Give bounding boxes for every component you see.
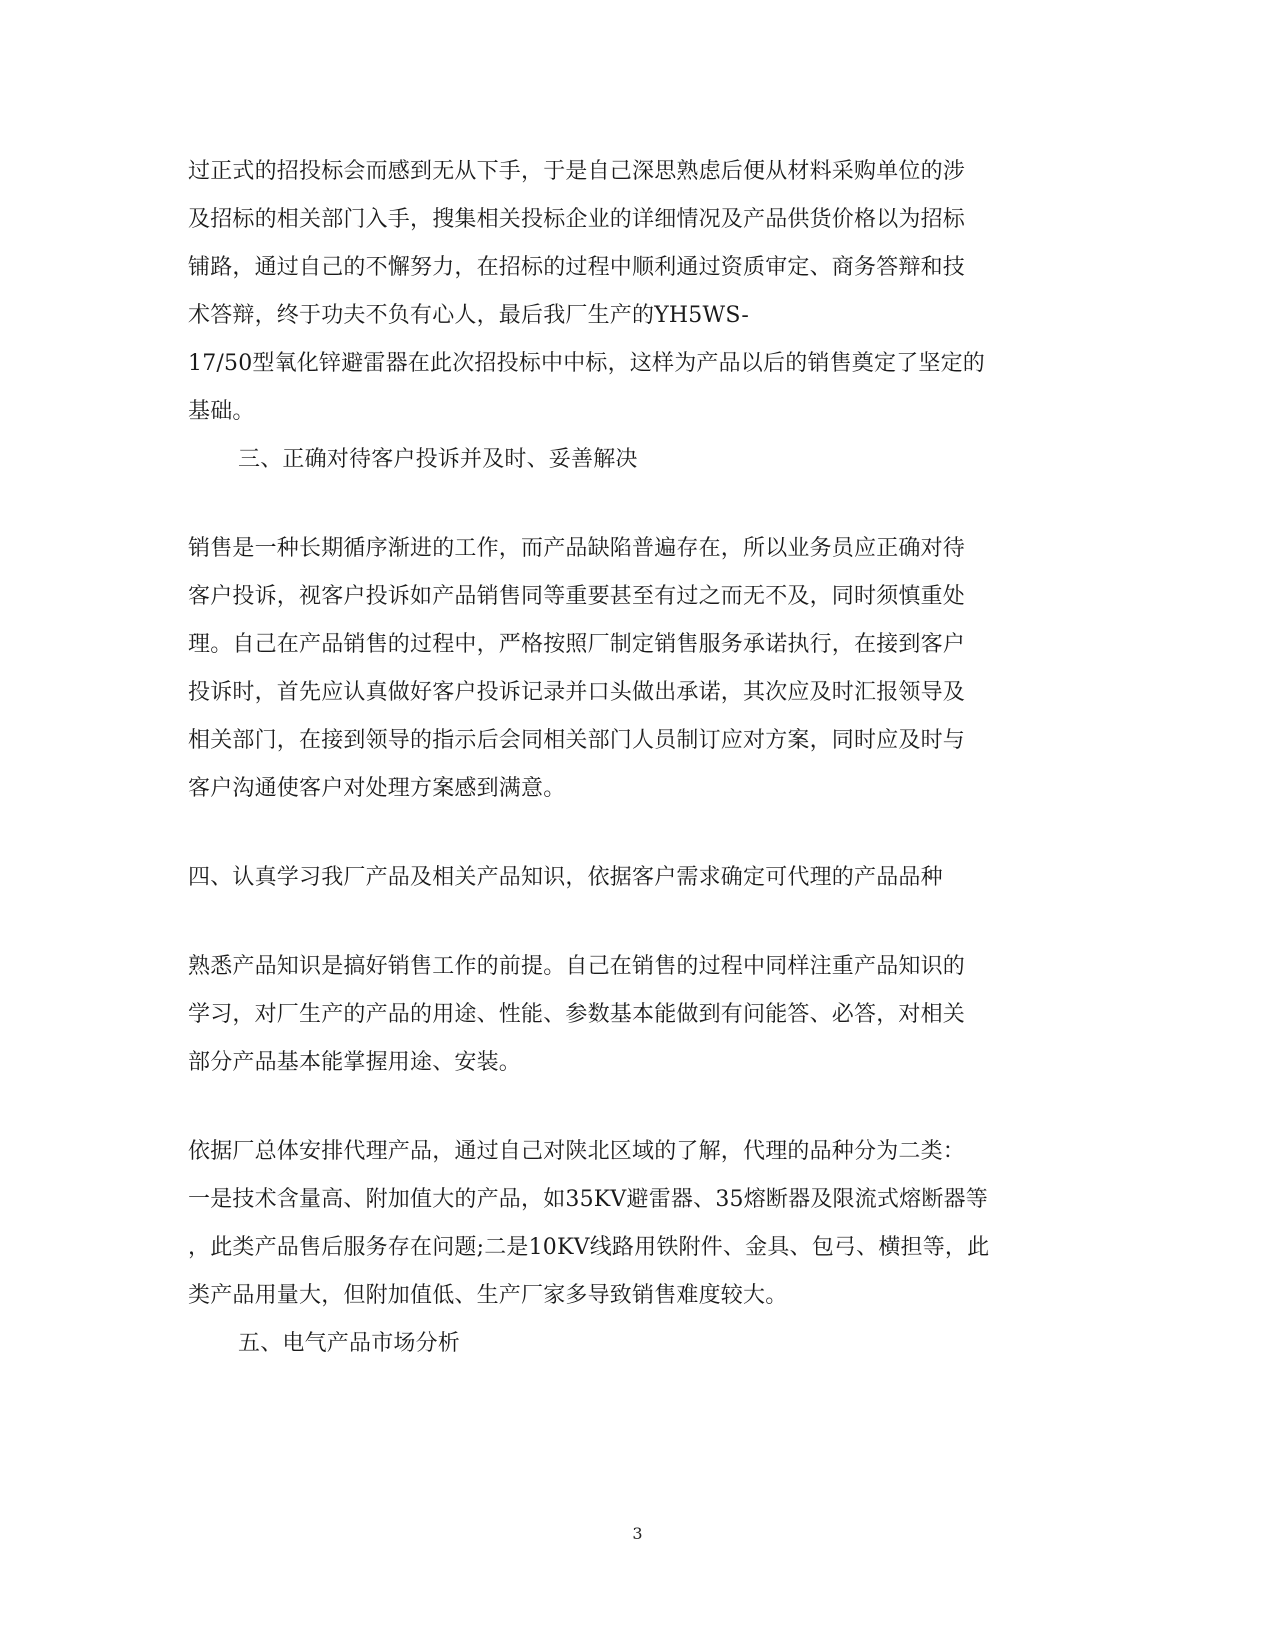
body-text-line: 基础。 <box>188 399 255 424</box>
body-text-line: 铺路，通过自己的不懈努力，在招标的过程中顺利通过资质审定、商务答辩和技 <box>188 255 966 280</box>
body-text-line: 过正式的招投标会而感到无从下手，于是自己深思熟虑后便从材料采购单位的涉 <box>188 159 966 184</box>
section-heading: 四、认真学习我厂产品及相关产品知识，依据客户需求确定可代理的产品品种 <box>188 865 943 890</box>
section-heading: 五、电气产品市场分析 <box>238 1331 461 1356</box>
body-text-line: 17/50型氧化锌避雷器在此次招投标中中标，这样为产品以后的销售奠定了坚定的 <box>188 351 986 376</box>
body-text-line: 依据厂总体安排代理产品，通过自己对陕北区域的了解，代理的品种分为二类： <box>188 1139 966 1164</box>
body-text-line: ，此类产品售后服务存在问题;二是10KV线路用铁附件、金具、包弓、横担等，此 <box>188 1235 990 1260</box>
body-text-line: 一是技术含量高、附加值大的产品，如35KV避雷器、35熔断器及限流式熔断器等 <box>188 1187 988 1212</box>
body-text-line: 相关部门，在接到领导的指示后会同相关部门人员制订应对方案，同时应及时与 <box>188 728 966 753</box>
page-number: 3 <box>632 1524 643 1543</box>
body-text-line: 熟悉产品知识是搞好销售工作的前提。自己在销售的过程中同样注重产品知识的 <box>188 954 966 979</box>
body-text-line: 及招标的相关部门入手，搜集相关投标企业的详细情况及产品供货价格以为招标 <box>188 207 966 232</box>
body-text-line: 销售是一种长期循序渐进的工作，而产品缺陷普遍存在，所以业务员应正确对待 <box>188 536 966 561</box>
body-text-line: 投诉时，首先应认真做好客户投诉记录并口头做出承诺，其次应及时汇报领导及 <box>188 680 966 705</box>
body-text-line: 客户投诉，视客户投诉如产品销售同等重要甚至有过之而无不及，同时须慎重处 <box>188 584 966 609</box>
body-text-line: 学习，对厂生产的产品的用途、性能、参数基本能做到有问能答、必答，对相关 <box>188 1002 966 1027</box>
body-text-line: 类产品用量大，但附加值低、生产厂家多导致销售难度较大。 <box>188 1283 788 1308</box>
body-text-line: 客户沟通使客户对处理方案感到满意。 <box>188 776 566 801</box>
body-text-line: 术答辩，终于功夫不负有心人，最后我厂生产的YH5WS- <box>188 303 750 328</box>
body-text-line: 部分产品基本能掌握用途、安装。 <box>188 1050 522 1075</box>
body-text-line: 理。自己在产品销售的过程中，严格按照厂制定销售服务承诺执行，在接到客户 <box>188 632 966 657</box>
section-heading: 三、正确对待客户投诉并及时、妥善解决 <box>238 447 638 472</box>
